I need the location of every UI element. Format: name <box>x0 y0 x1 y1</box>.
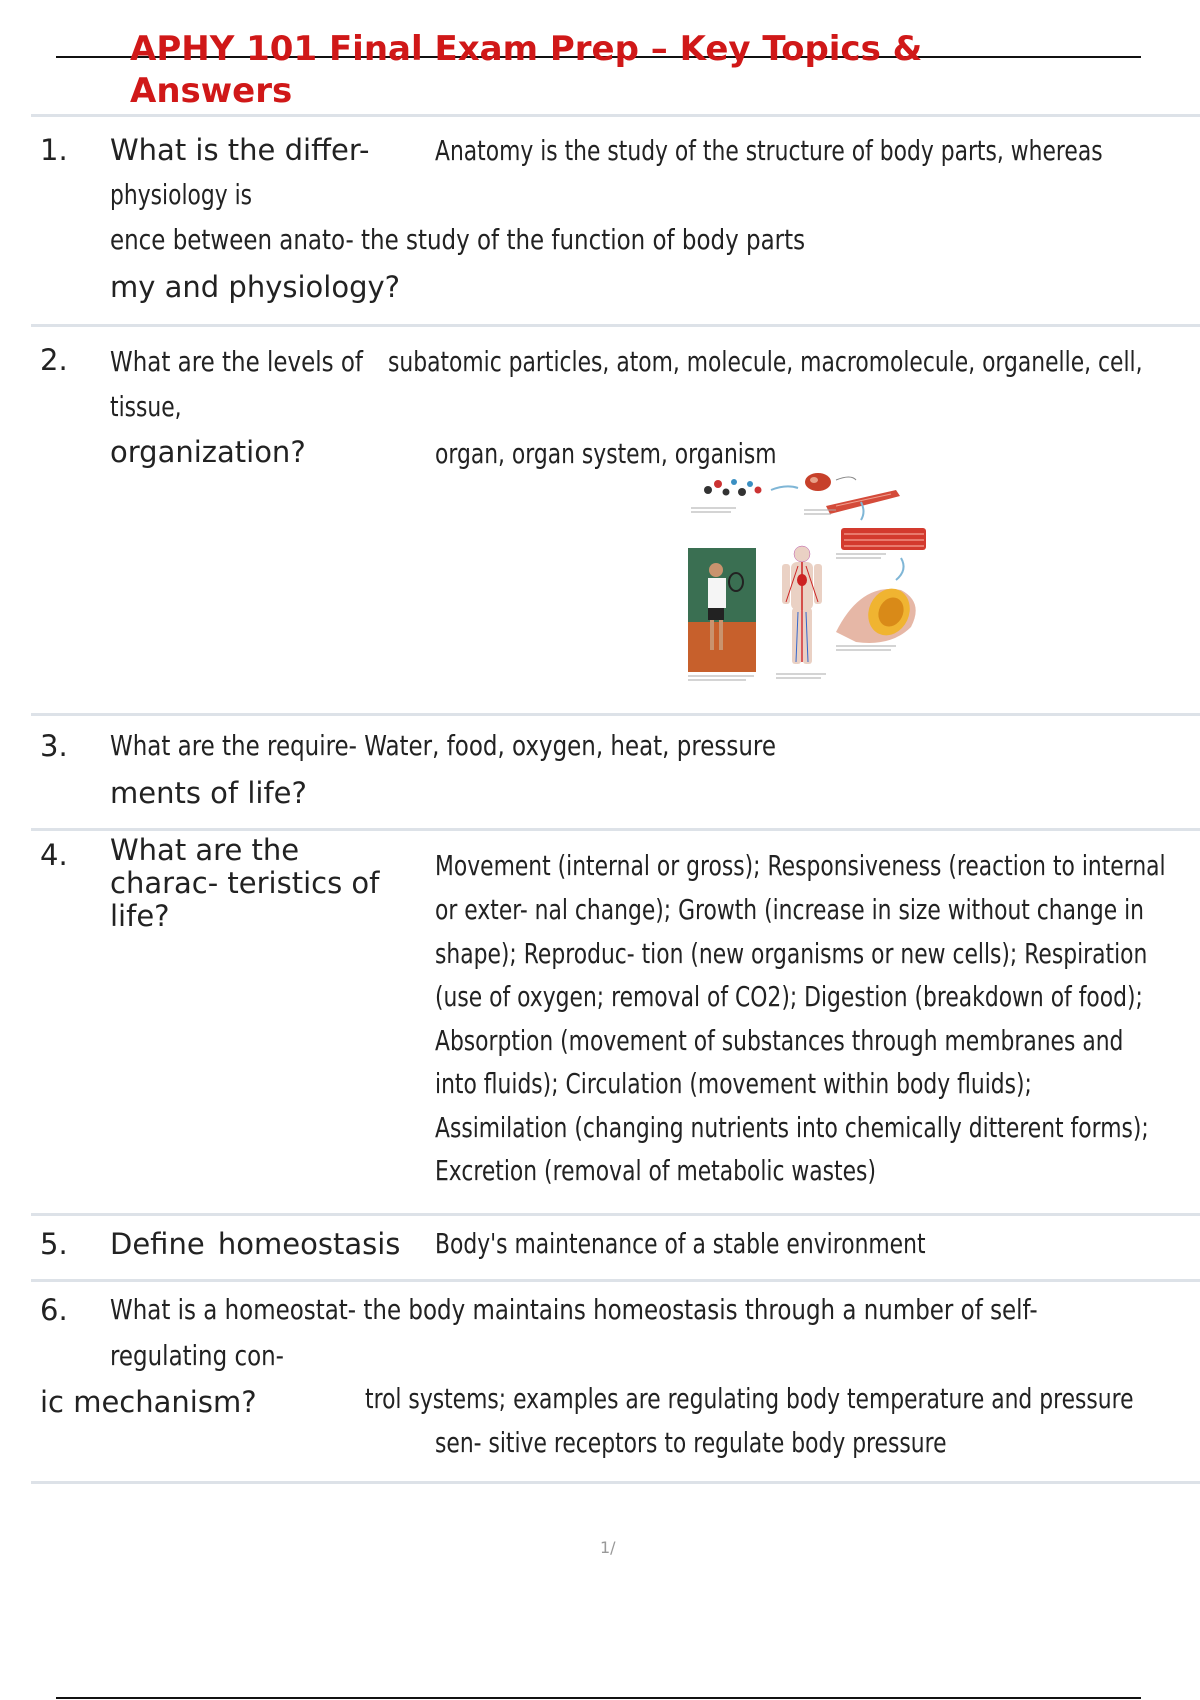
atom-molecule-icon <box>704 479 762 496</box>
answer-line: shape); Reproduc- tion (new organisms or new cells); Respiration <box>435 937 1148 970</box>
answer-text: Body's maintenance of a stable environment <box>435 1227 926 1260</box>
answer-text: sen- sitive receptors to regulate body pressure <box>435 1426 947 1459</box>
question-text: What are the levels of <box>110 345 364 378</box>
levels-of-organization-illustration <box>686 462 931 688</box>
bottom-rule <box>56 1697 1141 1699</box>
item-number: 1. <box>40 133 68 167</box>
item-number: 2. <box>40 343 68 377</box>
answer-text: subatomic particles, atom, molecule, macromolecule, organelle, cell, <box>388 345 1143 378</box>
separator <box>31 1481 1200 1484</box>
document-title: APHY 101 Final Exam Prep – Key Topics & Answers <box>130 29 923 111</box>
item-number: 5. <box>40 1227 68 1261</box>
organ-icon <box>836 582 917 643</box>
muscle-bundle-icon <box>841 528 926 550</box>
answer-line: Movement (internal or gross); Responsiveness (reaction to internal <box>435 849 1166 882</box>
answer-text: tissue, <box>110 390 182 423</box>
item-number: 4. <box>40 838 68 872</box>
cell-icon <box>805 473 831 491</box>
question-text: regulating con- <box>110 1339 284 1372</box>
answer-line: Assimilation (changing nutrients into chemically ditterent forms); <box>435 1111 1149 1144</box>
answer-text: trol systems; examples are regulating body temperature and pressure <box>365 1382 1134 1415</box>
question-text: What are the require- Water, food, oxygen, heat, pressure <box>110 729 776 762</box>
question-text: What is a homeostat- the body maintains homeostasis through a number of self- <box>110 1293 1038 1326</box>
question-text: What are the <box>110 833 300 867</box>
question-text: ments of life? <box>110 776 307 810</box>
answer-line: Excretion (removal of metabolic wastes) <box>435 1154 876 1187</box>
answer-line: Absorption (movement of substances through membranes and <box>435 1024 1124 1057</box>
answer-line: into fluids); Circulation (movement within body fluids); <box>435 1067 1032 1100</box>
answer-text: physiology is <box>110 178 253 211</box>
separator <box>31 324 1200 327</box>
item-number: 6. <box>40 1293 68 1327</box>
separator <box>31 1279 1200 1282</box>
question-text: organization? <box>110 435 306 469</box>
separator <box>31 1213 1200 1216</box>
answer-line: or exter- nal change); Growth (increase in size without change in <box>435 893 1145 926</box>
separator <box>31 713 1200 716</box>
question-text: What is the differ- <box>110 133 370 167</box>
page-number: 1/ <box>600 1538 616 1557</box>
answer-text: organ, organ system, organism <box>435 437 777 470</box>
question-text: Define homeostasis <box>110 1227 401 1261</box>
item-number: 3. <box>40 729 68 763</box>
answer-line: (use of oxygen; removal of CO2); Digestion (breakdown of food); <box>435 980 1143 1013</box>
separator <box>31 114 1200 117</box>
separator <box>31 828 1200 831</box>
question-text: ic mechanism? <box>40 1385 257 1419</box>
question-text: life? <box>110 899 170 933</box>
question-text: charac- teristics of <box>110 866 380 900</box>
question-text: my and physiology? <box>110 270 401 304</box>
question-text: ence between anato- the study of the function of body parts <box>110 223 806 256</box>
answer-text: Anatomy is the study of the structure of body parts, whereas <box>435 134 1103 167</box>
organ-system-body-icon <box>782 546 822 664</box>
tennis-player-photo <box>688 548 756 672</box>
